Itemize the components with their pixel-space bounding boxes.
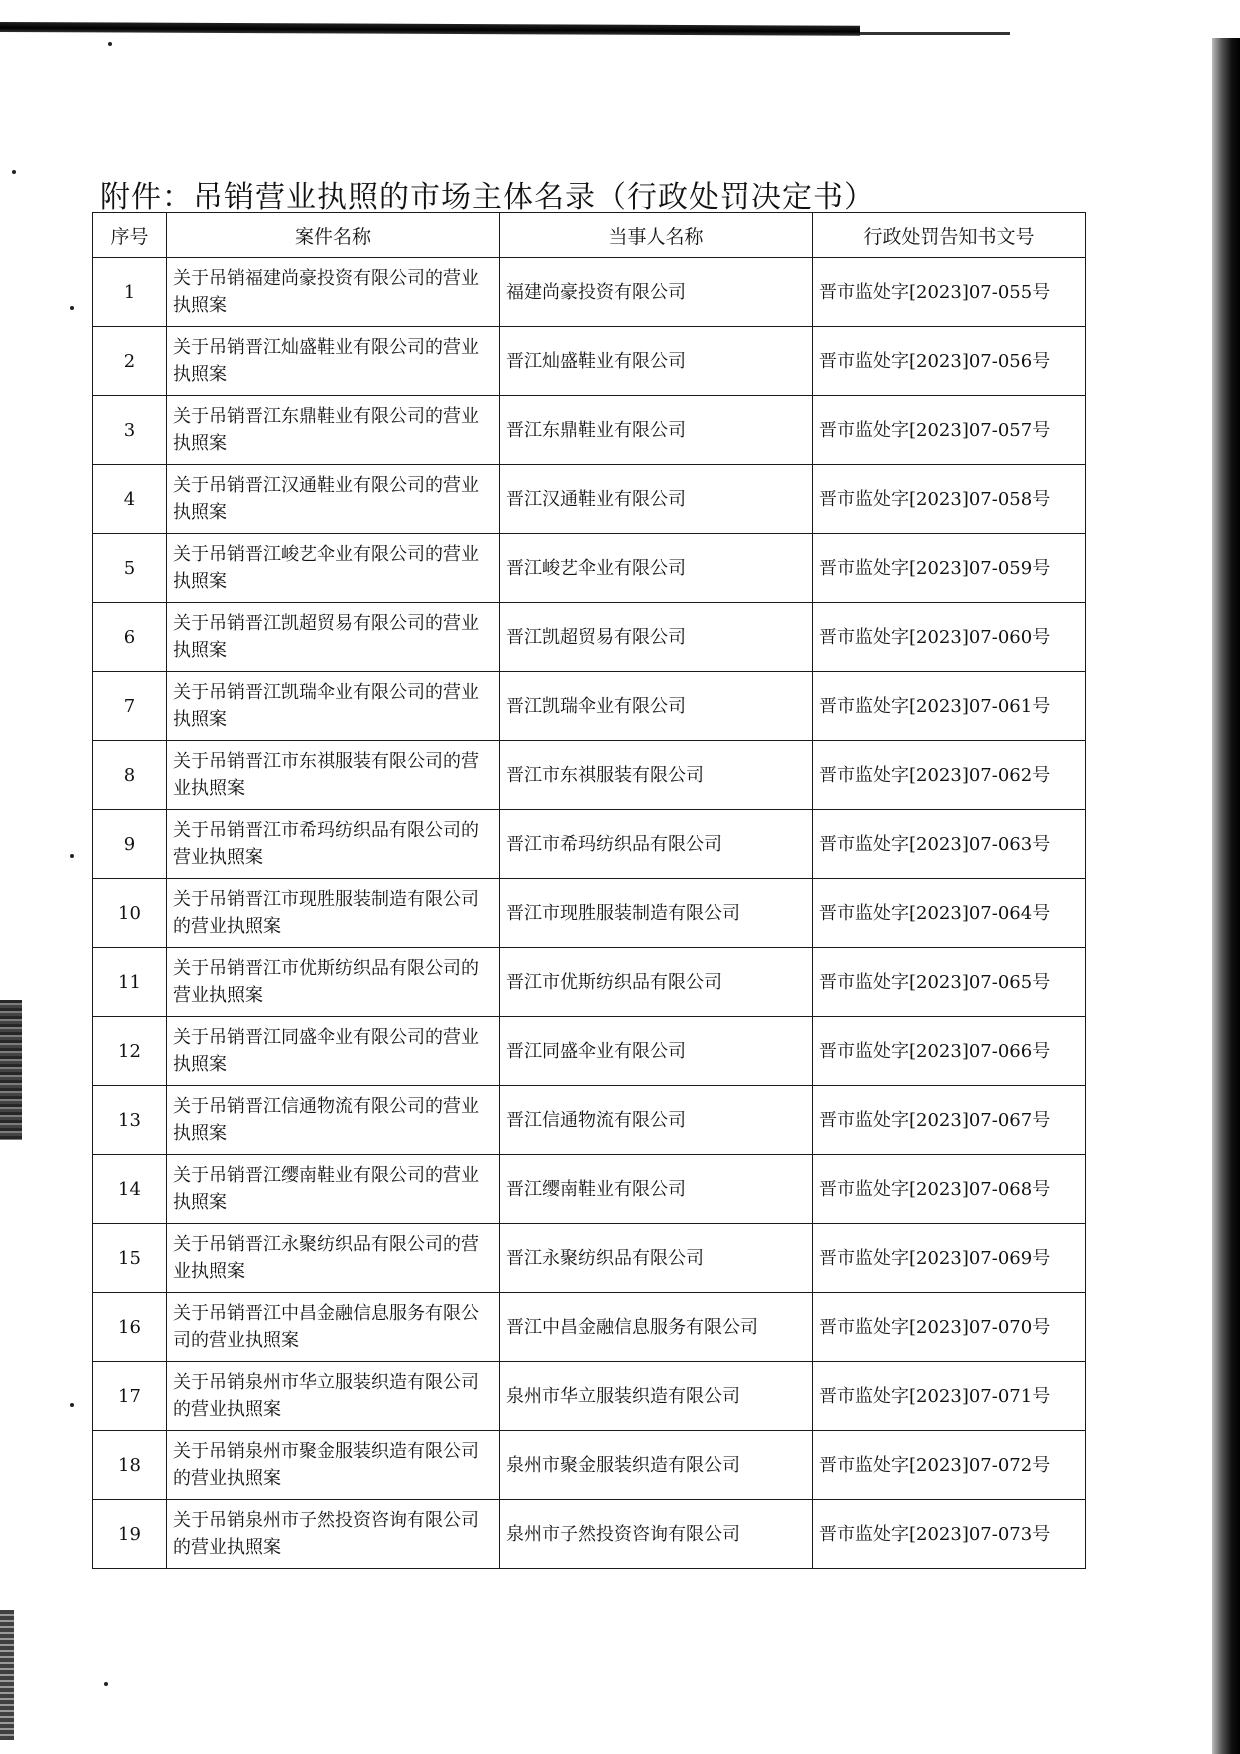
table-body <box>93 258 1086 1569</box>
cell-doc: 晋市监处字[2023]07-063号 <box>813 810 1086 879</box>
cell-case: 关于吊销泉州市华立服装织造有限公司的营业执照案 <box>167 1362 500 1431</box>
cell-doc: 晋市监处字[2023]07-070号 <box>813 1293 1086 1362</box>
cell-case: 关于吊销晋江凯超贸易有限公司的营业执照案 <box>167 603 500 672</box>
cell-case: 关于吊销晋江同盛伞业有限公司的营业执照案 <box>167 1017 500 1086</box>
cell-no: 8 <box>93 741 167 810</box>
scan-speck <box>12 170 16 174</box>
cell-party: 晋江缨南鞋业有限公司 <box>500 1155 813 1224</box>
table-row <box>93 810 1086 879</box>
table-row <box>93 258 1086 327</box>
table-row <box>93 465 1086 534</box>
cell-no: 10 <box>93 879 167 948</box>
table-row <box>93 534 1086 603</box>
cell-no: 15 <box>93 1224 167 1293</box>
cell-no: 4 <box>93 465 167 534</box>
cell-no: 11 <box>93 948 167 1017</box>
cell-no: 1 <box>93 258 167 327</box>
cell-doc: 晋市监处字[2023]07-059号 <box>813 534 1086 603</box>
table-header-row <box>93 213 1086 258</box>
cell-case: 关于吊销晋江缨南鞋业有限公司的营业执照案 <box>167 1155 500 1224</box>
cell-case: 关于吊销晋江市优斯纺织品有限公司的营业执照案 <box>167 948 500 1017</box>
cell-doc: 晋市监处字[2023]07-072号 <box>813 1431 1086 1500</box>
table-row <box>93 741 1086 810</box>
cell-case: 关于吊销晋江灿盛鞋业有限公司的营业执照案 <box>167 327 500 396</box>
cell-no: 12 <box>93 1017 167 1086</box>
cell-party: 晋江市东祺服装有限公司 <box>500 741 813 810</box>
table-row <box>93 948 1086 1017</box>
table-row <box>93 1293 1086 1362</box>
table-row <box>93 603 1086 672</box>
cell-no: 7 <box>93 672 167 741</box>
cell-case: 关于吊销晋江东鼎鞋业有限公司的营业执照案 <box>167 396 500 465</box>
cell-doc: 晋市监处字[2023]07-073号 <box>813 1500 1086 1569</box>
cell-party: 晋江东鼎鞋业有限公司 <box>500 396 813 465</box>
cell-case: 关于吊销晋江峻艺伞业有限公司的营业执照案 <box>167 534 500 603</box>
scan-speck <box>70 854 74 858</box>
table-row <box>93 1224 1086 1293</box>
scan-speck <box>70 306 74 310</box>
table-row <box>93 1500 1086 1569</box>
cell-case: 关于吊销晋江市现胜服装制造有限公司的营业执照案 <box>167 879 500 948</box>
table-row <box>93 396 1086 465</box>
cell-party: 晋江中昌金融信息服务有限公司 <box>500 1293 813 1362</box>
cell-doc: 晋市监处字[2023]07-065号 <box>813 948 1086 1017</box>
cell-case: 关于吊销晋江市希玛纺织品有限公司的营业执照案 <box>167 810 500 879</box>
cell-party: 晋江市优斯纺织品有限公司 <box>500 948 813 1017</box>
table-row <box>93 1086 1086 1155</box>
table-row <box>93 1155 1086 1224</box>
table-row <box>93 1362 1086 1431</box>
cell-doc: 晋市监处字[2023]07-071号 <box>813 1362 1086 1431</box>
cell-party: 泉州市华立服装织造有限公司 <box>500 1362 813 1431</box>
cell-case: 关于吊销泉州市聚金服装织造有限公司的营业执照案 <box>167 1431 500 1500</box>
cell-no: 2 <box>93 327 167 396</box>
cell-no: 14 <box>93 1155 167 1224</box>
cell-no: 9 <box>93 810 167 879</box>
cell-no: 5 <box>93 534 167 603</box>
scan-artifact-top-line <box>860 32 1010 35</box>
header-doc: 行政处罚告知书文号 <box>813 213 1086 258</box>
cell-party: 晋江凯瑞伞业有限公司 <box>500 672 813 741</box>
cell-party: 泉州市子然投资咨询有限公司 <box>500 1500 813 1569</box>
cell-party: 福建尚豪投资有限公司 <box>500 258 813 327</box>
cell-party: 晋江峻艺伞业有限公司 <box>500 534 813 603</box>
cell-doc: 晋市监处字[2023]07-056号 <box>813 327 1086 396</box>
cell-no: 16 <box>93 1293 167 1362</box>
cell-doc: 晋市监处字[2023]07-064号 <box>813 879 1086 948</box>
table-row <box>93 1431 1086 1500</box>
cell-case: 关于吊销泉州市子然投资咨询有限公司的营业执照案 <box>167 1500 500 1569</box>
cell-case: 关于吊销晋江永聚纺织品有限公司的营业执照案 <box>167 1224 500 1293</box>
cell-party: 晋江同盛伞业有限公司 <box>500 1017 813 1086</box>
cell-no: 3 <box>93 396 167 465</box>
cell-doc: 晋市监处字[2023]07-060号 <box>813 603 1086 672</box>
header-no: 序号 <box>93 213 167 258</box>
revoked-license-table <box>92 212 1086 1569</box>
scan-speck <box>70 1403 74 1407</box>
cell-case: 关于吊销晋江凯瑞伞业有限公司的营业执照案 <box>167 672 500 741</box>
cell-doc: 晋市监处字[2023]07-055号 <box>813 258 1086 327</box>
header-case: 案件名称 <box>167 213 500 258</box>
cell-no: 18 <box>93 1431 167 1500</box>
cell-party: 晋江永聚纺织品有限公司 <box>500 1224 813 1293</box>
cell-doc: 晋市监处字[2023]07-058号 <box>813 465 1086 534</box>
cell-doc: 晋市监处字[2023]07-061号 <box>813 672 1086 741</box>
cell-case: 关于吊销晋江汉通鞋业有限公司的营业执照案 <box>167 465 500 534</box>
cell-party: 晋江汉通鞋业有限公司 <box>500 465 813 534</box>
scan-speck <box>104 1682 108 1686</box>
cell-no: 13 <box>93 1086 167 1155</box>
cell-doc: 晋市监处字[2023]07-062号 <box>813 741 1086 810</box>
cell-party: 晋江灿盛鞋业有限公司 <box>500 327 813 396</box>
cell-case: 关于吊销晋江中昌金融信息服务有限公司的营业执照案 <box>167 1293 500 1362</box>
cell-case: 关于吊销福建尚豪投资有限公司的营业执照案 <box>167 258 500 327</box>
header-party: 当事人名称 <box>500 213 813 258</box>
cell-doc: 晋市监处字[2023]07-066号 <box>813 1017 1086 1086</box>
cell-party: 晋江市希玛纺织品有限公司 <box>500 810 813 879</box>
scan-artifact-right-edge <box>1212 38 1240 1754</box>
cell-party: 晋江凯超贸易有限公司 <box>500 603 813 672</box>
cell-no: 19 <box>93 1500 167 1569</box>
table-row <box>93 1017 1086 1086</box>
scan-artifact-left-edge-lower <box>0 1610 14 1740</box>
cell-doc: 晋市监处字[2023]07-069号 <box>813 1224 1086 1293</box>
cell-no: 17 <box>93 1362 167 1431</box>
cell-party: 晋江市现胜服装制造有限公司 <box>500 879 813 948</box>
table-row <box>93 327 1086 396</box>
scan-speck <box>108 42 112 46</box>
cell-case: 关于吊销晋江市东祺服装有限公司的营业执照案 <box>167 741 500 810</box>
cell-case: 关于吊销晋江信通物流有限公司的营业执照案 <box>167 1086 500 1155</box>
cell-doc: 晋市监处字[2023]07-057号 <box>813 396 1086 465</box>
cell-party: 晋江信通物流有限公司 <box>500 1086 813 1155</box>
table-row <box>93 879 1086 948</box>
table-row <box>93 672 1086 741</box>
cell-doc: 晋市监处字[2023]07-068号 <box>813 1155 1086 1224</box>
cell-no: 6 <box>93 603 167 672</box>
scan-artifact-top-bar <box>0 22 860 36</box>
page-title: 附件：吊销营业执照的市场主体名录（行政处罚决定书） <box>100 180 875 215</box>
cell-party: 泉州市聚金服装织造有限公司 <box>500 1431 813 1500</box>
scan-artifact-left-edge <box>0 1000 22 1140</box>
cell-doc: 晋市监处字[2023]07-067号 <box>813 1086 1086 1155</box>
